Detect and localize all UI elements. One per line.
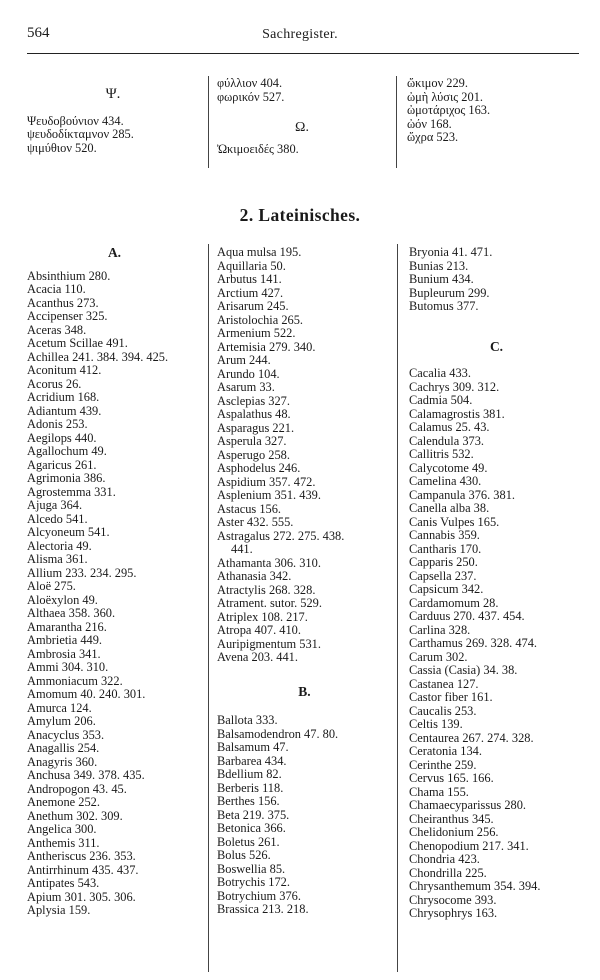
index-entry: Arctium 427. [217,285,284,300]
index-entry: Ajuga 364. [27,498,83,512]
index-entry: Chondria 423. [409,852,480,866]
greek-omega-entries [217,143,387,157]
index-entry: Chrysanthemum 354. 394. [409,879,541,893]
index-entry: Carlina 328. [409,622,471,637]
index-entry: Asparagus 221. [217,420,295,435]
index-entry: Agrostemma 331. [27,484,116,499]
index-entry: Bunias 213. [409,258,469,273]
index-entry: Artemisia 279. 340. [217,339,316,354]
index-entry: ὤχρα 523. [407,130,459,144]
index-entry: Berthes 156. [217,794,280,808]
index-entry: Callitris 532. [409,447,474,461]
index-entry: Andropogon 43. 45. [27,781,127,796]
letter-heading-c: C. [489,338,504,354]
index-entry: Aristolochia 265. [217,312,304,327]
index-entry: ψευδοδίκταμνον 285. [27,127,134,141]
index-entry: Barbarea 434. [217,753,287,768]
index-entry: Asclepias 327. [217,393,290,408]
index-entry: Anagyris 360. [27,754,98,769]
index-entry: Chama 155. [409,784,469,799]
index-entry: ψιμύθιον 520. [27,140,97,155]
column-divider [208,244,209,972]
index-entry: Canella alba 38. [409,501,490,515]
index-entry: Cacalia 433. [409,366,471,380]
index-entry: Adonis 253. [27,417,88,431]
index-entry-continuation: 441. [231,542,253,556]
letter-heading-b: B. [298,683,311,699]
index-entry: Bdellium 82. [217,767,282,781]
index-entry: Calamus 25. 43. [409,420,490,434]
index-entry: Bolus 526. [217,848,271,862]
index-entry: Asarum 33. [217,380,275,394]
index-entry: Aloë 275. [27,579,76,593]
index-entry: Amarantha 216. [27,619,107,634]
index-entry: Agaricus 261. [27,457,97,472]
section-title: 2. Lateinisches. [239,205,361,225]
greek-psi-entries [27,115,199,156]
greek-column-omega-continued [407,77,577,145]
index-entry: Antheriscus 236. 353. [27,849,136,863]
index-entry: Cheiranthus 345. [409,811,494,826]
index-entry: Boswellia 85. [217,861,286,876]
index-entry: Atrament. sutor. 529. [217,596,322,610]
index-entry: Arundo 104. [217,366,280,381]
index-entry: Anethum 302. 309. [27,808,123,823]
index-entry: Castor fiber 161. [409,690,493,704]
latin-a-entries [27,270,202,918]
index-entry: Aloëxylon 49. [27,592,98,607]
index-entry: Acorus 26. [27,376,82,391]
index-entry: Cerinthe 259. [409,757,477,772]
index-entry: Butomus 377. [409,299,479,313]
index-entry: Castanea 127. [409,676,479,691]
index-entry: Calycotome 49. [409,460,488,475]
letter-heading-a: A. [107,245,122,260]
index-entry: Beta 219. 375. [217,807,290,822]
index-entry: Athamanta 306. 310. [217,555,321,570]
greek-omega-entries-continued [407,77,577,145]
index-entry: Athanasia 342. [217,569,292,583]
index-entry: Ὠκιμοειδές 380. [217,141,299,156]
index-entry: ὤκιμον 229. [407,76,468,90]
index-entry: Calamagrostis 381. [409,406,505,421]
index-entry: Anacyclus 353. [27,727,105,742]
index-entry: φωρικόν 527. [217,89,285,104]
index-entry: Capsicum 342. [409,582,484,596]
index-entry: ὠόν 168. [407,116,452,131]
index-entry: Astacus 156. [217,501,282,516]
index-entry: Alisma 361. [27,552,88,566]
index-entry: Agallochum 49. [27,444,107,458]
index-entry: Anthemis 311. [27,835,100,850]
index-entry: Asplenium 351. 439. [217,488,321,502]
index-entry: Alcedo 541. [27,511,88,526]
index-entry: Ammi 304. 310. [27,660,109,674]
index-entry: Cervus 165. 166. [409,771,494,785]
index-entry: Acanthus 273. [27,295,99,310]
index-entry: Berberis 118. [217,780,284,795]
index-entry: Cadmia 504. [409,393,473,407]
index-entry: Celtis 139. [409,717,463,731]
index-entry: Achillea 241. 384. 394. 425. [27,349,169,364]
index-entry: Botrychium 376. [217,888,301,903]
index-entry: Althaea 358. 360. [27,606,116,620]
latin-column-1 [27,246,202,918]
index-entry: Bupleurum 299. [409,285,490,300]
index-entry: Aplysia 159. [27,903,91,917]
index-entry: Apium 301. 305. 306. [27,889,136,904]
index-entry: Aquillaria 50. [217,258,286,273]
index-entry: Aceras 348. [27,322,87,337]
index-entry: Arum 244. [217,353,271,367]
latin-column-3 [409,246,584,921]
index-entry: Asperugo 258. [217,447,290,462]
index-entry: Aspalathus 48. [217,407,291,421]
index-entry: Armenium 522. [217,326,296,340]
index-entry: Acridium 168. [27,390,100,404]
index-entry: Adiantum 439. [27,403,102,418]
index-entry: Capsella 237. [409,568,477,583]
index-entry: Asperula 327. [217,434,287,448]
index-entry: Chelidonium 256. [409,825,499,839]
index-entry: Camelina 430. [409,474,482,488]
index-entry: Aspidium 357. 472. [217,474,316,489]
index-entry: Antipates 543. [27,876,100,890]
index-entry: Carduus 270. 437. 454. [409,609,525,623]
index-entry: Acetum Scillae 491. [27,336,128,350]
index-entry: Brassica 213. 218. [217,902,309,916]
index-entry: Arisarum 245. [217,299,289,313]
latin-a-entries-end [217,557,392,665]
index-entry: Antirrhinum 435. 437. [27,862,139,877]
greek-column-omega [217,77,387,156]
index-entry: Aegilops 440. [27,430,97,445]
header-rule [27,53,579,54]
latin-c-entries [409,367,584,921]
index-entry: Calendula 373. [409,433,485,448]
index-entry: φύλλιον 404. [217,76,283,90]
page-number: 564 [27,25,50,41]
index-entry: Aconitum 412. [27,363,102,377]
index-entry: ὠμοτάριχος 163. [407,103,491,117]
index-entry: Asphodelus 246. [217,461,301,475]
index-entry: Accipenser 325. [27,309,108,323]
index-entry: Balsamodendron 47. 80. [217,726,339,741]
index-entry: Atractylis 268. 328. [217,582,316,597]
column-divider [396,76,397,168]
index-entry: Angelica 300. [27,822,97,836]
index-entry: Bryonia 41. 471. [409,245,493,259]
letter-heading-omega: Ω. [295,120,309,135]
index-entry: Botrychis 172. [217,875,290,889]
index-entry: Ambrietia 449. [27,633,103,647]
index-entry: Auripigmentum 531. [217,636,321,651]
latin-column-2 [217,246,392,917]
index-entry: Ammoniacum 322. [27,673,123,688]
index-entry: Cannabis 359. [409,528,480,542]
index-entry: Cachrys 309. 312. [409,379,500,394]
index-entry: Avena 203. 441. [217,650,298,664]
index-entry: Canis Vulpes 165. [409,514,500,529]
index-entry: Cassia (Casia) 34. 38. [409,663,518,677]
index-entry: Campanula 376. 381. [409,487,515,502]
index-entry: Chenopodium 217. 341. [409,838,529,853]
letter-heading-psi: Ψ. [105,86,121,102]
index-entry: Capparis 250. [409,555,478,569]
index-entry: Carthamus 269. 328. 474. [409,636,538,650]
running-head: Sachregister. [262,27,338,42]
index-entry: Bunium 434. [409,272,474,286]
index-entry: Aqua mulsa 195. [217,245,302,259]
index-entry: Alcyoneum 541. [27,525,110,539]
index-entry: Astragalus 272. 275. 438. [217,528,345,543]
index-entry: Arbutus 141. [217,272,282,286]
latin-a-entries-continued [217,246,392,530]
index-entry: Amylum 206. [27,714,96,728]
greek-column-psi [27,88,199,155]
index-entry: Ceratonia 134. [409,744,482,758]
index-entry: Ψευδοβούνιον 434. [27,113,124,128]
latin-b-entries [217,714,392,917]
index-entry: Amomum 40. 240. 301. [27,687,146,701]
index-entry: Chrysocome 393. [409,892,497,907]
greek-phi-entries [217,77,387,104]
index-entry: Ballota 333. [217,713,278,727]
column-divider [397,244,398,972]
column-divider [208,76,209,168]
index-entry: Chondrilla 225. [409,865,487,880]
index-entry: Caucalis 253. [409,703,477,718]
index-entry: Agrimonia 386. [27,471,106,485]
index-entry: Chrysophrys 163. [409,906,498,920]
index-entry: Betonica 366. [217,821,286,835]
index-entry: Balsamum 47. [217,740,289,754]
index-entry: Boletus 261. [217,834,280,849]
index-entry: Cantharis 170. [409,541,482,556]
index-entry: Alectoria 49. [27,538,92,553]
index-entry: Allium 233. 234. 295. [27,565,137,580]
latin-b-entries-continued [409,246,584,314]
index-entry: Amurca 124. [27,700,92,715]
index-entry: Chamaecyparissus 280. [409,798,526,812]
index-entry: Absinthium 280. [27,268,111,283]
index-entry: Ambrosia 341. [27,646,101,661]
index-entry: Carum 302. [409,649,468,664]
index-entry: Atropa 407. 410. [217,623,301,637]
index-entry: Anemone 252. [27,795,100,809]
index-entry: Anchusa 349. 378. 435. [27,768,145,782]
index-entry: Acacia 110. [27,282,86,296]
index-entry: Cardamomum 28. [409,595,499,610]
index-entry: Anagallis 254. [27,741,100,755]
index-entry: Aster 432. 555. [217,515,294,529]
index-entry: Atriplex 108. 217. [217,609,308,624]
index-entry: ὠμὴ λύσις 201. [407,89,483,104]
index-entry: Centaurea 267. 274. 328. [409,730,534,745]
